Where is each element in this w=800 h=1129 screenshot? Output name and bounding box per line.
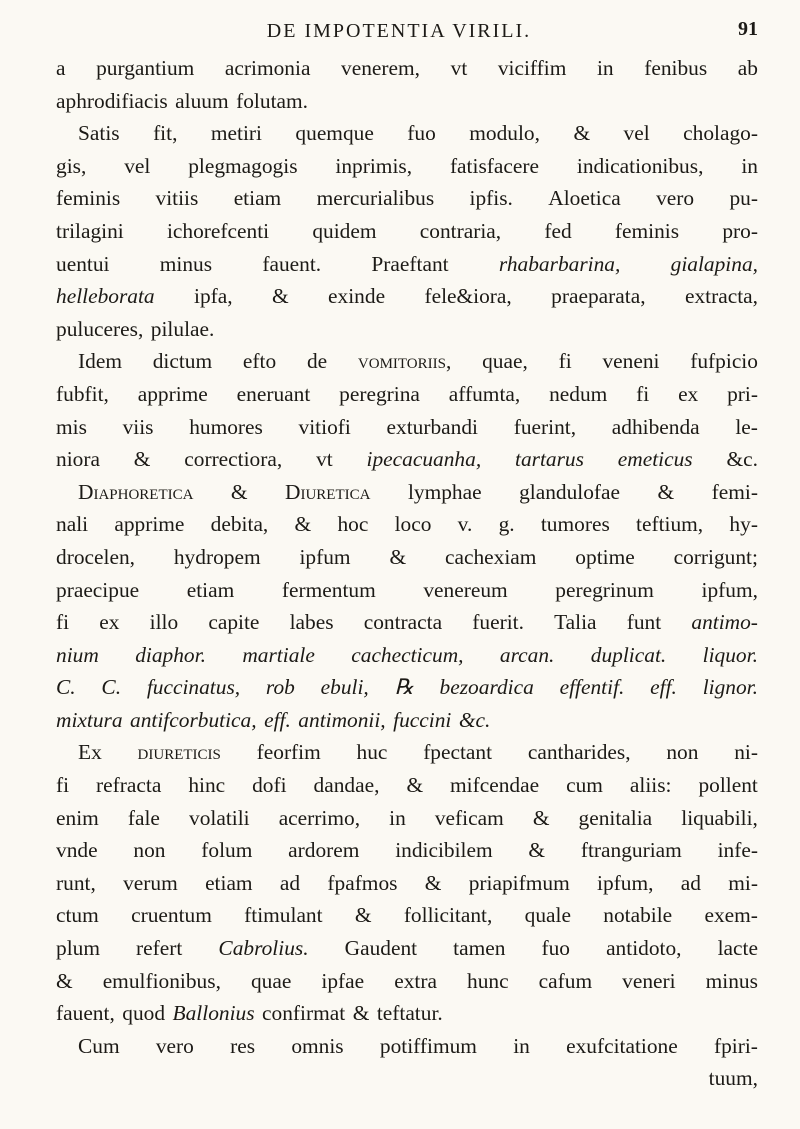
word: fpectant — [423, 740, 493, 765]
text-line — [56, 508, 758, 541]
word: lacte — [717, 936, 758, 961]
word: cum — [566, 773, 603, 798]
word: fed — [544, 218, 572, 243]
word: exufcitatione — [566, 1033, 678, 1058]
word: le- — [735, 414, 758, 439]
word: ex — [678, 381, 699, 406]
word: capite — [208, 610, 260, 635]
word: &c. — [726, 447, 758, 472]
word: & — [272, 284, 289, 309]
word: tamen — [453, 936, 506, 961]
word: indicationibus, — [576, 153, 704, 178]
text-line — [56, 411, 758, 444]
word: veneni — [602, 349, 660, 374]
word: debita, — [210, 512, 269, 537]
word: g. — [498, 512, 515, 537]
word: fi — [56, 773, 70, 798]
word: &c. — [458, 707, 491, 732]
word: genitalia — [578, 805, 653, 830]
word: antidoto, — [606, 936, 682, 961]
word: corrigunt; — [673, 544, 758, 569]
word: & — [56, 968, 73, 993]
word: Talia — [554, 610, 597, 635]
word: correctiora, — [184, 447, 283, 472]
word: vt — [316, 447, 333, 472]
text-line — [56, 574, 758, 607]
word: exturbandi — [386, 414, 479, 439]
word: hy- — [729, 512, 758, 537]
page-number: 91 — [738, 18, 758, 40]
word: eff. — [264, 707, 291, 732]
word: quemque — [295, 121, 374, 146]
word: follicitant, — [403, 903, 493, 928]
word: femi- — [711, 479, 758, 504]
word: labes — [289, 610, 334, 635]
word: illo — [149, 610, 179, 635]
text-line — [56, 736, 758, 769]
word: Ex — [78, 740, 102, 765]
word: fi — [636, 381, 650, 406]
word: Satis — [78, 121, 120, 146]
word: runt, — [56, 870, 96, 895]
text-line — [56, 313, 758, 346]
word: extracta, — [684, 284, 758, 309]
word: mifcendae — [450, 773, 540, 798]
word: in — [596, 56, 614, 80]
word: tumores — [540, 512, 610, 537]
word: quae, — [482, 349, 528, 374]
text-line — [56, 150, 758, 183]
word: fi — [56, 610, 70, 635]
word: adhibenda — [611, 414, 700, 439]
word: venerem, — [341, 56, 421, 80]
word: hoc — [337, 512, 369, 537]
word: dofi — [252, 773, 287, 798]
word: fenibus — [644, 56, 708, 80]
word: hinc — [188, 773, 226, 798]
word: ardorem — [288, 838, 360, 863]
word: gialapina, — [670, 251, 758, 276]
word: ab — [737, 56, 758, 80]
word: Idem — [78, 349, 122, 374]
word: a — [56, 56, 66, 80]
word: ipfum — [299, 544, 351, 569]
text-line — [56, 606, 758, 639]
word: vnde — [56, 838, 98, 863]
word: ebuli, — [320, 675, 369, 700]
word: praeparata, — [551, 284, 646, 309]
word: cachexiam — [444, 544, 537, 569]
text-line — [56, 932, 758, 965]
word: folutam. — [236, 88, 308, 113]
word: vero — [155, 1033, 194, 1058]
word: ipfum, — [597, 870, 654, 895]
word: Cum — [78, 1033, 120, 1058]
word: minus — [159, 251, 213, 276]
word: fauent, — [56, 1001, 115, 1026]
word: mercurialibus — [316, 186, 435, 211]
word: gis, — [56, 153, 87, 178]
word: acerrimo, — [278, 805, 361, 830]
word: cantharides, — [527, 740, 631, 765]
word: non — [666, 740, 699, 765]
word: inprimis, — [335, 153, 413, 178]
word: eff. — [650, 675, 677, 700]
word: fermentum — [281, 577, 376, 602]
text-line — [56, 867, 758, 900]
word: diaphor. — [135, 642, 206, 667]
word: affumta, — [448, 381, 521, 406]
word: indicibilem — [395, 838, 493, 863]
word: hunc — [467, 968, 509, 993]
word: duplicat. — [590, 642, 667, 667]
text-line — [56, 541, 758, 574]
word: C. — [101, 675, 122, 700]
word: vero — [656, 186, 695, 211]
word: & — [389, 544, 407, 569]
word: de — [306, 349, 328, 374]
word: quae — [250, 968, 292, 993]
word: feminis — [56, 186, 121, 211]
word: fit, — [153, 121, 178, 146]
word: minus — [705, 968, 758, 993]
word: peregrina — [339, 381, 420, 406]
word: & — [657, 479, 675, 504]
word: v. — [457, 512, 473, 537]
word: refert — [136, 936, 183, 961]
word: priapifmum — [468, 870, 570, 895]
running-head: DE IMPOTENTIA VIRILI. — [266, 20, 532, 42]
word: etiam — [186, 577, 235, 602]
word: teftatur. — [376, 1001, 443, 1026]
word: ichorefcenti — [166, 218, 270, 243]
word: liquor. — [702, 642, 758, 667]
word: cholago- — [683, 121, 758, 146]
word: fauent. — [262, 251, 322, 276]
word: fuerit. — [472, 610, 524, 635]
word: omnis — [291, 1033, 344, 1058]
word: rhabarbarina, — [498, 251, 621, 276]
word: eneruant — [236, 381, 311, 406]
word: acrimonia — [224, 56, 311, 80]
word: feminis — [614, 218, 680, 243]
word: venereum — [423, 577, 508, 602]
word: & — [230, 479, 248, 504]
word: viciffim — [497, 56, 567, 80]
word: loco — [394, 512, 432, 537]
word: apprime — [137, 381, 208, 406]
word: ex — [99, 610, 120, 635]
text-line — [56, 52, 758, 85]
word: vel — [623, 121, 650, 146]
text-line — [56, 802, 758, 835]
word: refracta — [96, 773, 162, 798]
word: nedum — [549, 381, 608, 406]
word: diureticis — [137, 740, 221, 765]
word: vt — [450, 56, 468, 80]
word: emeticus — [617, 447, 693, 472]
word: folum — [201, 838, 253, 863]
word: pollent — [698, 773, 758, 798]
word: mixtura — [56, 707, 123, 732]
word: nali — [56, 512, 89, 537]
word: antimo- — [691, 610, 758, 635]
word: effentif. — [559, 675, 625, 700]
word: veneri — [622, 968, 676, 993]
word: aphrodifiacis — [56, 88, 168, 113]
word: Gaudent — [344, 936, 418, 961]
text-line — [56, 443, 758, 476]
text-line — [56, 639, 758, 672]
word: contraria, — [419, 218, 502, 243]
word: pu- — [729, 186, 758, 211]
word: viis — [122, 414, 154, 439]
word: praecipue — [56, 577, 140, 602]
word: exinde — [328, 284, 386, 309]
word: hydropem — [173, 544, 261, 569]
word: Ballonius — [172, 1001, 255, 1026]
word: cruentum — [131, 903, 212, 928]
word: metiri — [210, 121, 262, 146]
word: teftium, — [636, 512, 704, 537]
word: rob — [265, 675, 295, 700]
word: lymphae — [407, 479, 482, 504]
text-line — [56, 85, 758, 118]
word: exem- — [704, 903, 758, 928]
body-text — [56, 52, 758, 1095]
word: antimonii, — [298, 707, 386, 732]
word: & — [352, 1001, 370, 1026]
word: volatili — [189, 805, 250, 830]
text-line — [56, 215, 758, 248]
word: & — [294, 512, 312, 537]
word: infe- — [717, 838, 758, 863]
word: Aloetica — [548, 186, 621, 211]
text-line — [56, 834, 758, 867]
text-line — [56, 1030, 758, 1063]
word: antifcorbutica, — [130, 707, 257, 732]
word: & — [133, 447, 151, 472]
word: arcan. — [499, 642, 555, 667]
word: fuerint, — [513, 414, 577, 439]
word: res — [230, 1033, 256, 1058]
word: modulo, — [469, 121, 540, 146]
word: ftimulant — [244, 903, 323, 928]
word: pro- — [722, 218, 758, 243]
word: Praeftant — [371, 251, 449, 276]
word: liquabili, — [681, 805, 758, 830]
text-line — [56, 182, 758, 215]
word: & — [354, 903, 372, 928]
word: huc — [356, 740, 388, 765]
word: in — [741, 153, 758, 178]
word: plum — [56, 936, 100, 961]
word: emulfionibus, — [102, 968, 221, 993]
word: etiam — [205, 870, 253, 895]
word: nium — [56, 642, 99, 667]
word: enim — [56, 805, 99, 830]
text-line — [56, 769, 758, 802]
word: & — [528, 838, 546, 863]
word: confirmat — [262, 1001, 346, 1026]
word: veficam — [434, 805, 504, 830]
word: potiffimum — [379, 1033, 477, 1058]
word: aliis: — [629, 773, 672, 798]
word: notabile — [603, 903, 673, 928]
word: aluum — [175, 88, 229, 113]
word: ipecacuanha, — [366, 447, 482, 472]
text-line — [56, 899, 758, 932]
word: in — [389, 805, 406, 830]
word: Diaphoretica — [78, 479, 194, 504]
word: ad — [279, 870, 301, 895]
catchword — [56, 1062, 758, 1095]
word: ipfa, — [194, 284, 233, 309]
text-line — [56, 345, 758, 378]
word: vel — [124, 153, 151, 178]
word: cachecticum, — [351, 642, 464, 667]
word: fuo — [407, 121, 436, 146]
word: vitiofi — [298, 414, 351, 439]
word: & — [424, 870, 442, 895]
word: in — [513, 1033, 530, 1058]
word: vitiis — [155, 186, 199, 211]
word: quod — [122, 1001, 166, 1026]
word: fatisfacere — [449, 153, 539, 178]
word: tartarus — [515, 447, 584, 472]
text-line — [56, 476, 758, 509]
word: fubfit, — [56, 381, 109, 406]
word: fi — [558, 349, 572, 374]
word: extra — [394, 968, 437, 993]
word: fuccinatus, — [146, 675, 241, 700]
word: bezoardica — [439, 675, 534, 700]
word: fpiri- — [713, 1033, 758, 1058]
word: ctum — [56, 903, 99, 928]
word: & — [573, 121, 591, 146]
word: plegmagogis — [188, 153, 298, 178]
word: helleborata — [56, 284, 155, 309]
word: ad — [680, 870, 701, 895]
word: quidem — [312, 218, 377, 243]
word: trilagini — [56, 218, 124, 243]
word: ftranguriam — [580, 838, 682, 863]
word: optime — [575, 544, 635, 569]
text-line — [56, 280, 758, 313]
word: lignor. — [702, 675, 758, 700]
text-line — [56, 997, 758, 1030]
word: fele&iora, — [424, 284, 512, 309]
word: ni- — [734, 740, 758, 765]
word: glandulofae — [519, 479, 621, 504]
word: pilulae. — [150, 316, 215, 341]
word: fuo — [541, 936, 570, 961]
word: fufpicio — [690, 349, 758, 374]
word: ℞ — [394, 675, 414, 700]
word: dictum — [152, 349, 213, 374]
word: Cabrolius. — [218, 936, 309, 961]
text-line — [56, 671, 758, 704]
word: ipfis. — [469, 186, 513, 211]
word: feorfim — [256, 740, 321, 765]
word: ipfum, — [701, 577, 758, 602]
word: Diuretica — [285, 479, 371, 504]
word: contracta — [363, 610, 443, 635]
word: uentui — [56, 251, 110, 276]
word: puluceres, — [56, 316, 144, 341]
word: non — [133, 838, 166, 863]
word: humores — [189, 414, 263, 439]
text-line — [56, 248, 758, 281]
text-line — [56, 965, 758, 998]
word: fuccini — [393, 707, 452, 732]
word: & — [406, 773, 424, 798]
word: funt — [626, 610, 662, 635]
word: martiale — [242, 642, 315, 667]
word: ipfae — [321, 968, 365, 993]
word: C. — [56, 675, 76, 700]
word: apprime — [114, 512, 185, 537]
word: drocelen, — [56, 544, 135, 569]
word: vomitoriis, — [357, 349, 452, 374]
word: quale — [524, 903, 571, 928]
word: mis — [56, 414, 87, 439]
text-line — [56, 704, 758, 737]
word: & — [532, 805, 550, 830]
word: etiam — [233, 186, 282, 211]
word: cafum — [538, 968, 593, 993]
word: fpafmos — [327, 870, 398, 895]
text-line — [56, 117, 758, 150]
word: mi- — [728, 870, 758, 895]
word: verum — [123, 870, 178, 895]
word: efto — [242, 349, 277, 374]
word: dandae, — [313, 773, 380, 798]
text-line — [56, 378, 758, 411]
word: peregrinum — [555, 577, 654, 602]
word: pri- — [727, 381, 758, 406]
word: fale — [127, 805, 160, 830]
word: niora — [56, 447, 100, 472]
word: tuum, — [708, 1066, 758, 1091]
word: purgantium — [96, 56, 195, 80]
